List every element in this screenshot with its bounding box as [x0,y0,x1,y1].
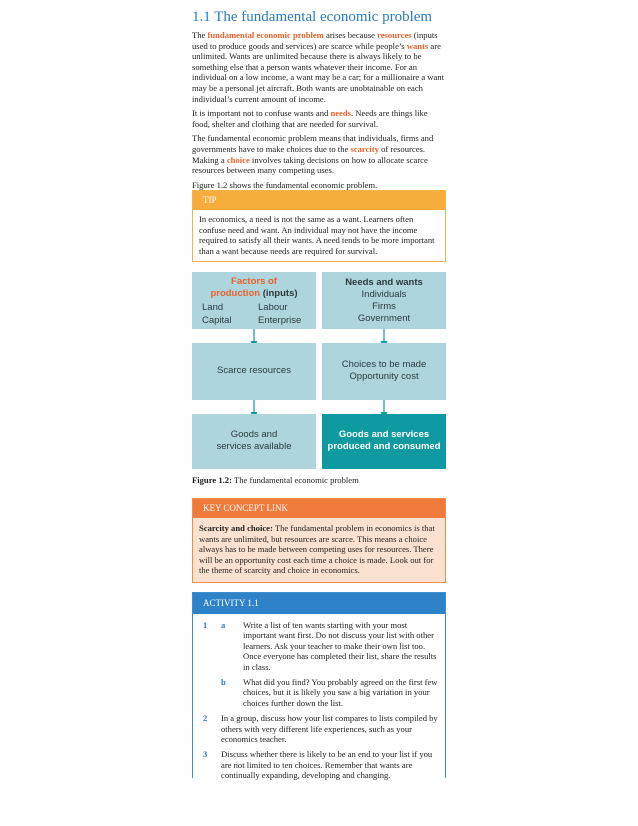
list-item [199,620,439,672]
tip-header: TIP [193,191,445,210]
text: It is important not to confuse wants and [192,108,331,119]
text: arises because [323,30,378,40]
paragraph-4: Figure 1.2 shows the fundamental economic problem. [192,179,378,190]
factor-labour: Labour [258,302,288,313]
list-item [199,749,439,780]
list-item [199,713,439,744]
tip-text: In economics, a need is not the same as a want. Learners often confuse need and want. An individual may not have the income required to satisfy all their wants. A need tends to be more important than a want because needs are required for survival. [193,210,445,261]
text: (inputs used to produce goods and services) are scarce while people’s [192,30,438,51]
list-item [199,677,439,708]
paragraph-2 [192,108,446,129]
item-text: Write a list of ten wants starting with your most important want first. Do not discuss your list with other learners. Ask your teacher to make their own list too. Once everyone has completed their list, share the results in class. [243,620,437,672]
tip-box [192,190,446,262]
needs-individuals: Individuals [361,289,407,300]
text: of resources. Making a [192,143,426,165]
scarce-resources-label: Scarce resources [217,365,291,376]
choices-box [322,343,446,400]
keyword-needs[interactable]: needs [330,108,351,119]
needs-government: Government [357,313,411,324]
main-text [192,8,446,194]
produced-consumed-label: produced and consumed [327,441,441,452]
item-letter: b [221,677,226,688]
needs-title: Needs and wants [345,277,423,288]
text: are unlimited. Wants are unlimited because there is always likely to be something else that a person wants whatever their income. For an individual on a low income, a want may be a car; for a millionaire a want may be a personal jet aircraft. Both wants are unobtainable on each individual’s current amount of income. [192,40,444,104]
text: involves taking decisions on how to allocate scarce resources between many competing uses. [192,154,428,176]
factors-title-inputs: (inputs) [260,288,298,299]
factor-land: Land [202,302,224,313]
item-number: 1 [203,620,208,630]
figure-caption [192,475,446,485]
text: The fundamental economic problem means that individuals, firms and governments have to make choices due to the [192,133,434,154]
paragraph-1 [192,30,446,104]
keyword-wants[interactable]: wants [406,40,429,51]
item-letter: a [221,620,226,630]
keyword-scarcity[interactable]: scarcity [350,143,379,154]
factors-title-production: production [210,288,261,299]
keyword-resources[interactable]: resources [377,30,412,40]
keyword-fundamental-economic-problem[interactable]: fundamental economic problem [207,30,324,40]
key-concept-link-header: KEY CONCEPT LINK [193,499,445,518]
services-available-label: services available [216,441,292,452]
factor-enterprise: Enterprise [258,315,302,326]
factors-title [192,276,316,288]
key-concept-bold: Scarcity and choice: [199,523,273,533]
factors-title-line-1: Factors of [231,276,277,287]
item-text: What did you find? You probably agreed on the first few choices, but it is likely you saw a big variation in your choices further down the list. [243,677,438,708]
figure-label: Figure 1.2: [192,475,232,485]
goods-produced-box [322,414,446,469]
factor-capital: Capital [202,315,232,326]
item-text: In a group, discuss how your list compares to lists compiled by others with very different life experiences, such as your economics teacher. [221,713,438,745]
economic-problem-diagram [192,272,446,469]
paragraph-3 [192,133,446,175]
key-concept-link-text [193,518,445,582]
activity-header: ACTIVITY 1.1 [193,593,445,614]
activity-box [192,592,446,781]
choices-label: Choices to be made [341,359,427,370]
section-heading: 1.1 The fundamental economic problem [192,9,433,25]
text: . Needs are things like food, shelter and clothing that are needed for survival. [192,108,428,129]
needs-firms: Firms [372,301,396,312]
factors-of-production-box [192,272,316,329]
scarce-resources-box [192,343,316,400]
item-number: 2 [203,713,208,724]
goods-services-label: Goods and services [338,429,430,440]
needs-and-wants-box [322,272,446,329]
factors-title-line-2 [192,288,316,300]
item-number: 3 [203,749,208,760]
item-text: Discuss whether there is likely to be an end to your list if you are not limited to ten choices. Remember that wants are continually expanding, developing and changing. [221,749,433,781]
goods-available-box [192,414,316,469]
key-concept-link-box [192,498,446,583]
opportunity-cost-label: Opportunity cost [349,371,419,382]
key-concept-body: The fundamental problem in economics is that wants are unlimited, but resources are scarce. This means a choice always has to be made between competing uses for resources. There will be an opportunity cost each time a choice is made. Look out for the theme of scarcity and choice in economics. [199,523,435,576]
keyword-choice[interactable]: choice [226,154,250,165]
text: The [192,30,208,40]
activity-list [193,614,445,790]
figure-caption-text: The fundamental economic problem [231,475,359,485]
goods-label: Goods and [230,429,278,440]
